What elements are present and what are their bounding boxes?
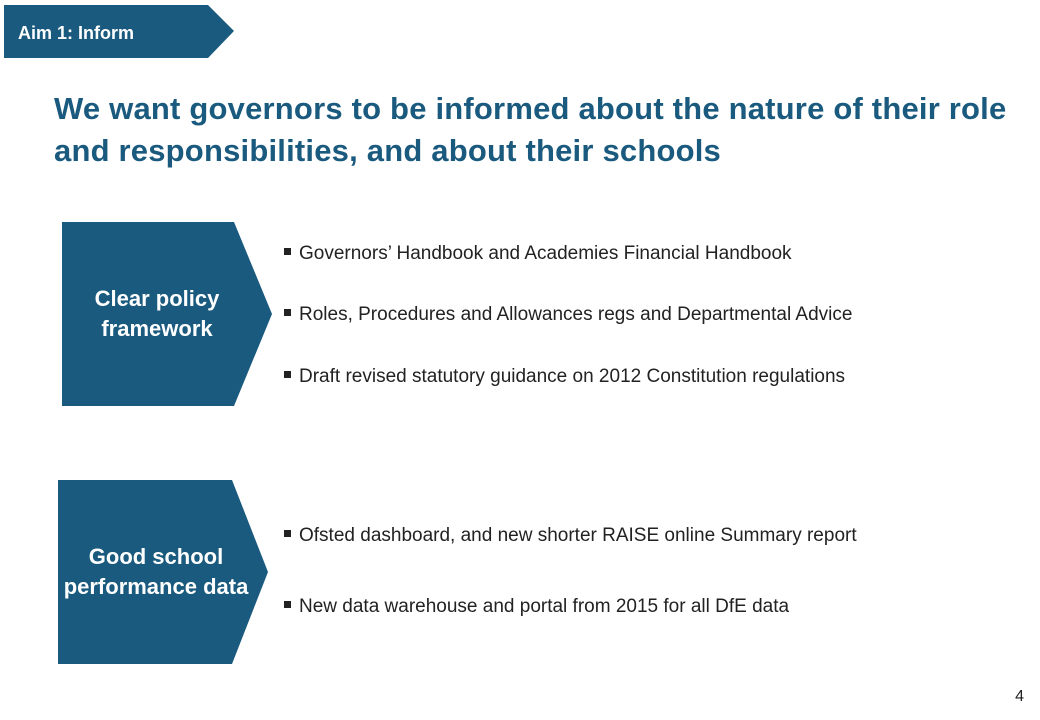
bullet-text: Draft revised statutory guidance on 2012 Constitution regulations (299, 366, 846, 387)
page-number: 4 (1015, 688, 1024, 705)
section-label: Good school performance data (63, 544, 249, 599)
square-bullet-icon (284, 248, 291, 255)
aim-tag-label: Aim 1: Inform (18, 23, 135, 43)
section-performance-data (0, 480, 1040, 664)
square-bullet-icon (284, 371, 291, 378)
square-bullet-icon (284, 601, 291, 608)
section-chevron (62, 222, 272, 406)
list-item (284, 243, 792, 265)
section-clear-policy (0, 222, 1040, 406)
aim-tag (4, 5, 234, 58)
square-bullet-icon (284, 530, 291, 537)
square-bullet-icon (284, 309, 291, 316)
bullet-text: New data warehouse and portal from 2015 for all DfE data (299, 596, 790, 617)
bullet-text: Governors’ Handbook and Academies Financial Handbook (299, 243, 792, 264)
list-item (284, 596, 789, 618)
list-item (284, 525, 857, 547)
list-item (284, 366, 845, 388)
page-title: We want governors to be informed about the nature of their role and responsibilities, and about their schools (54, 91, 1007, 168)
bullet-text: Roles, Procedures and Allowances regs and Departmental Advice (299, 304, 853, 325)
section-chevron (58, 480, 268, 664)
list-item (284, 304, 852, 326)
bullet-text: Ofsted dashboard, and new shorter RAISE online Summary report (299, 525, 857, 546)
section-label: Clear policy framework (94, 286, 220, 341)
